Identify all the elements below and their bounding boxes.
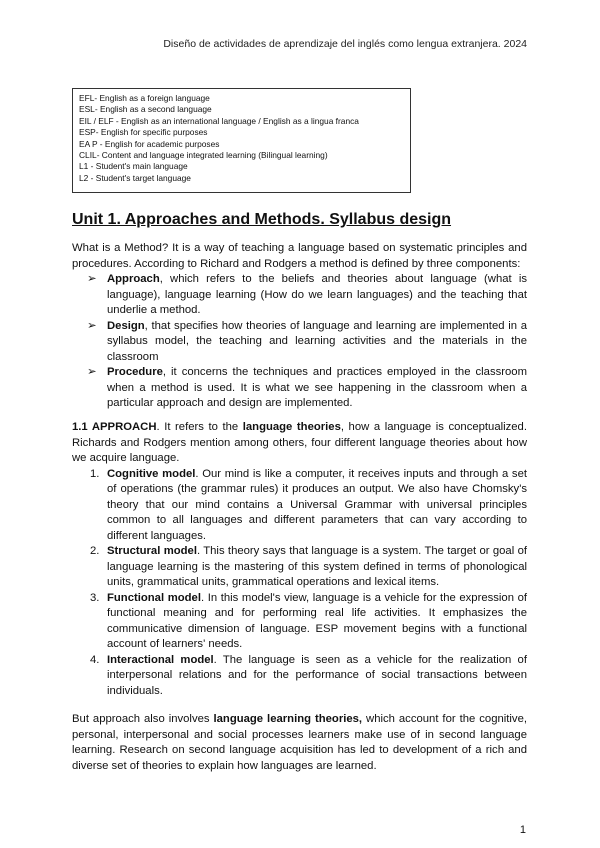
definition: . The language is seen as a vehicle for the realization of interpersonal relations and for the performance of social transactions between individuals. — [107, 653, 527, 697]
term: Design — [107, 319, 145, 332]
list-item — [87, 272, 527, 319]
term: Procedure — [107, 366, 163, 378]
glossary-item: L1 - Student's main language — [79, 161, 188, 172]
running-header: Diseño de actividades de aprendizaje del inglés como lengua extranjera. 2024 — [163, 38, 527, 50]
arrow-bullet-icon: ➢ — [87, 319, 97, 332]
approach-paragraph — [72, 420, 527, 467]
list-item — [90, 544, 527, 591]
text: which account for the cognitive, personal, interpersonal and social processes learners make use of in second language learning. Research on second language acquisition has led to development of a rich and diverse set of theories to explain how languages are learned. — [72, 713, 527, 772]
glossary-item: CLIL- Content and language integrated learning (Bilingual learning) — [79, 150, 328, 161]
list-number: 2. — [90, 545, 100, 557]
term: Interactional model — [107, 653, 214, 666]
glossary-item: EA P - English for academic purposes — [79, 138, 220, 149]
list-number: 3. — [90, 591, 100, 604]
text: But approach also involves — [72, 713, 214, 725]
list-item — [87, 365, 527, 412]
components-list — [72, 272, 527, 412]
term: Approach — [107, 273, 160, 285]
list-item — [90, 591, 528, 653]
term: Functional model — [107, 591, 201, 604]
page-number: 1 — [519, 824, 526, 836]
definition: . Our mind is like a computer, it receives inputs and through a set of operations (the grammar rules) it produces an output. We also have Chomsky's theory that our mind contains a Universal Grammar with universal principles common to all languages and different parameters that can vary according to different languages. — [107, 467, 527, 542]
definition: . In this model's view, language is a vehicle for the expression of functional meaning and for performing real life activities. It emphasizes the communicative dimension of language. ESP movement begins with a functional account of learners' needs. — [107, 591, 528, 650]
glossary-item: EFL- English as a foreign language — [79, 93, 210, 103]
unit-title: Unit 1. Approaches and Methods. Syllabus design — [72, 211, 452, 228]
definition: , that specifies how theories of language and learning are implemented in a syllabus model, the teaching and learning activities and the materials in the classroom — [107, 319, 527, 363]
definition: . This theory says that language is a system. The target or goal of language learning is the mastering of this system defined in terms of phonological units, grammatical units, grammatical operations and lexical items. — [107, 545, 527, 588]
models-list — [72, 467, 527, 700]
approach-section — [72, 420, 527, 699]
text: , how a language is conceptualized. Richards and Rodgers mention among others, four different language theories about how we acquire language. — [72, 421, 527, 464]
method-section — [72, 241, 527, 412]
definition: , which refers to the beliefs and theories about language (what is language), language learning (How do we learn languages) and the teaching that underlie a method. — [107, 273, 527, 316]
section-label: 1.1 APPROACH — [72, 421, 157, 433]
glossary-box — [72, 88, 411, 193]
text: . It refers to the — [156, 421, 243, 433]
glossary-item: ESL- English as a second language — [79, 104, 212, 115]
list-item — [87, 319, 527, 366]
learning-theories-paragraph — [72, 712, 527, 774]
list-item — [90, 467, 527, 545]
glossary-item: ESP- English for specific purposes — [79, 127, 208, 138]
list-item — [90, 653, 527, 700]
list-number: 1. — [90, 467, 100, 480]
list-number: 4. — [90, 653, 100, 666]
glossary-item: L2 - Student's target language — [79, 172, 191, 183]
intro-paragraph: What is a Method? It is a way of teaching a language based on systematic principles and procedures. According to Richard and Rodgers a method is defined by three components: — [72, 242, 527, 270]
emphasis: language learning theories, — [213, 713, 363, 725]
term: Cognitive model — [107, 467, 196, 480]
term: Structural model — [107, 545, 197, 557]
arrow-bullet-icon: ➢ — [87, 366, 97, 378]
arrow-bullet-icon: ➢ — [87, 273, 97, 285]
definition: , it concerns the techniques and practices employed in the classroom when a method is used. It is what we see happening in the classroom when a particular approach and design are implemented. — [107, 366, 527, 409]
glossary-item: EIL / ELF - English as an international language / English as a lingua franca — [79, 115, 359, 126]
emphasis: language theories — [242, 421, 341, 433]
